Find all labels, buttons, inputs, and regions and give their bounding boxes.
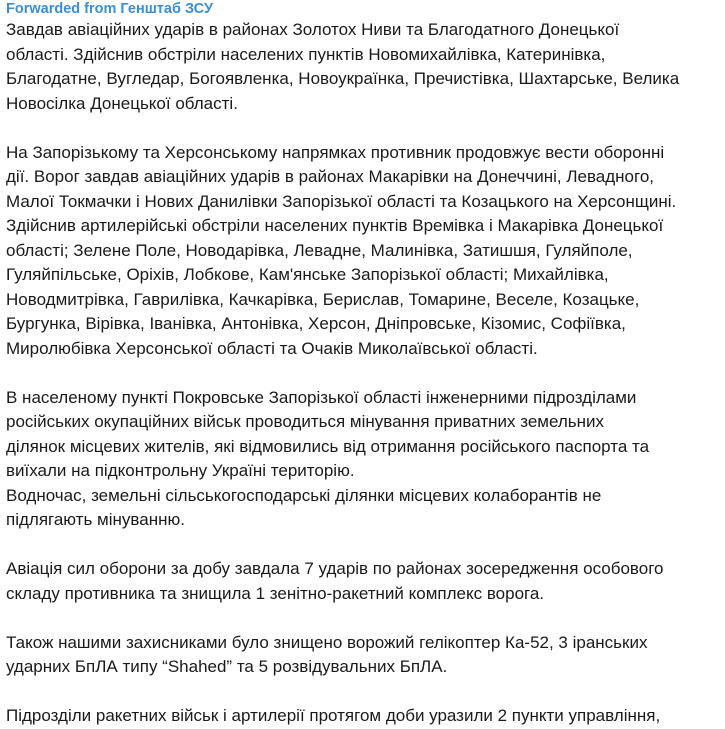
message-paragraph [6, 704, 719, 729]
paragraph-line: російських окупаційних військ проводиться мінування приватних земельних [6, 412, 605, 431]
paragraph-line: Бургунка, Вірівка, Іванівка, Антонівка, Херсон, Дніпровське, Кізомис, Софіївка, [6, 314, 626, 333]
message-paragraph [6, 18, 719, 116]
paragraph-line: Новосілка Донецької області. [6, 93, 238, 113]
paragraph-line: В населеному пункті Покровське Запорізької області інженерними підрозділами [6, 387, 637, 407]
paragraph-line: Авіація сил оборони за добу завдала 7 ударів по районах зосередження особового [6, 559, 664, 578]
paragraph-line: виїхали на підконтрольну Україні територію. [6, 461, 355, 480]
paragraph-line: Гуляйпільське, Оріхів, Лобкове, Кам'янське Запорізької області; Михайлівка, [6, 265, 609, 284]
paragraph-line: Також нашими захисниками було знищено ворожий гелікоптер Ка-52, 3 іранських [6, 632, 648, 652]
paragraph-line: області; Зелене Поле, Новодарівка, Левадне, Малинівка, Затишшя, Гуляйполе, [6, 240, 633, 260]
paragraph-line: Підрозділи ракетних військ і артилерії протягом доби уразили 2 пункти управління, [6, 706, 661, 725]
paragraph-line: ділянок місцевих жителів, які відмовились від отримання російського паспорта та [6, 436, 650, 456]
message-paragraph [6, 631, 719, 680]
paragraph-line: складу противника та знищила 1 зенітно-ракетний комплекс ворога. [6, 583, 545, 603]
message-paragraph [6, 386, 719, 533]
message-body [6, 18, 719, 729]
paragraph-line: Благодатне, Вугледар, Богоявленка, Новоукраїнка, Пречистівка, Шахтарське, Велика [6, 69, 680, 88]
message-paragraph [6, 141, 719, 362]
paragraph-line: Малої Токмачки і Нових Данилівки Запорізької області та Козацького на Херсонщині. [6, 191, 677, 211]
message-paragraph [6, 557, 719, 606]
paragraph-line: Миролюбівка Херсонської області та Очаків Миколаївської області. [6, 338, 538, 358]
paragraph-line: Водночас, земельні сільськогосподарські ділянки місцевих колаборантів не [6, 485, 602, 505]
paragraph-line: Здійснив артилерійські обстріли населених пунктів Времівка і Макарівка Донецької [6, 216, 664, 235]
paragraph-line: області. Здійснив обстріли населених пунктів Новомихайлівка, Катеринівка, [6, 44, 606, 64]
paragraph-line: На Запорізькому та Херсонському напрямках противник продовжує вести оборонні [6, 142, 665, 162]
paragraph-line: ударних БпЛА типу “Shahed” та 5 розвідувальних БпЛА. [6, 657, 448, 676]
paragraph-line: підлягають мінуванню. [6, 510, 185, 529]
forwarded-from-header[interactable]: Forwarded from Генштаб ЗСУ [6, 1, 213, 17]
paragraph-line: Новодмитрівка, Гаврилівка, Качкарівка, Берислав, Томарине, Веселе, Козацьке, [6, 289, 640, 309]
paragraph-line: Завдав авіаційних ударів в районах Золотох Ниви та Благодатного Донецької [6, 20, 620, 39]
paragraph-line: дії. Ворог завдав авіаційних ударів в районах Макарівки на Донеччині, Левадного, [6, 167, 655, 186]
